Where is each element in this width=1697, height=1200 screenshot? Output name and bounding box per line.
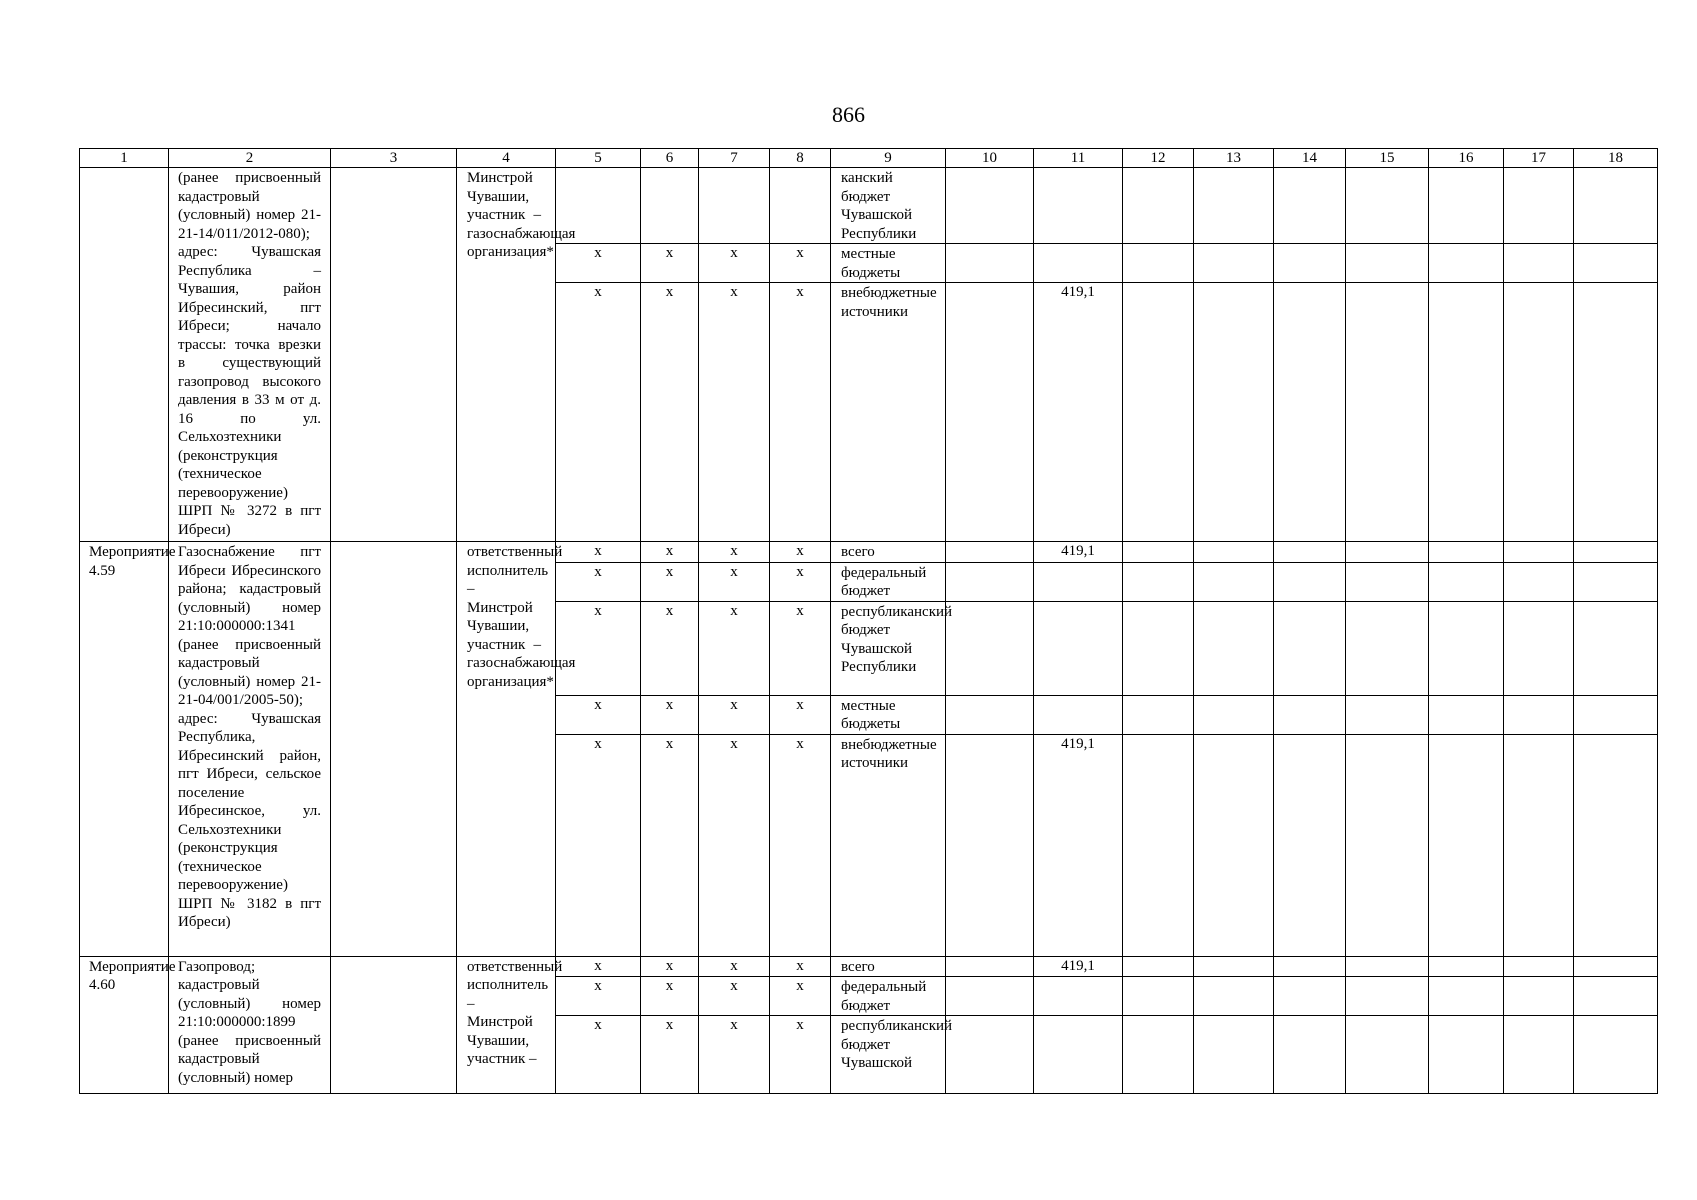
empty-cell	[1574, 601, 1658, 695]
funding-source-cell: республиканский бюджет Чувашской	[831, 1016, 946, 1094]
x-mark-cell: x	[770, 734, 831, 956]
x-mark-cell: x	[699, 1016, 770, 1094]
x-mark-cell: x	[699, 562, 770, 601]
header-row	[80, 149, 1658, 168]
empty-cell	[946, 562, 1034, 601]
empty-cell	[331, 168, 457, 542]
x-mark-cell: x	[641, 1016, 699, 1094]
x-mark-cell: x	[641, 283, 699, 542]
amount-cell: 419,1	[1034, 542, 1123, 563]
empty-cell	[1429, 695, 1504, 734]
empty-cell	[1574, 734, 1658, 956]
empty-cell	[770, 168, 831, 244]
empty-cell	[1274, 562, 1346, 601]
column-header: 7	[699, 149, 770, 168]
empty-cell	[1123, 1016, 1194, 1094]
empty-cell	[1429, 734, 1504, 956]
empty-cell	[1574, 168, 1658, 244]
empty-cell	[1274, 734, 1346, 956]
table-body	[80, 168, 1658, 1094]
column-header: 16	[1429, 149, 1504, 168]
amount-cell	[1034, 168, 1123, 244]
empty-cell	[1429, 956, 1504, 977]
x-mark-cell: x	[699, 956, 770, 977]
empty-cell	[1194, 977, 1274, 1016]
funding-source-cell: федеральный бюджет	[831, 977, 946, 1016]
empty-cell	[946, 956, 1034, 977]
column-header: 15	[1346, 149, 1429, 168]
empty-cell	[1574, 542, 1658, 563]
x-mark-cell: x	[556, 601, 641, 695]
empty-cell	[1123, 956, 1194, 977]
column-header: 13	[1194, 149, 1274, 168]
amount-cell: 419,1	[1034, 283, 1123, 542]
empty-cell	[1574, 1016, 1658, 1094]
x-mark-cell: x	[641, 542, 699, 563]
description-cell: (ранее присвоенный кадастровый (условный) номер 21-21-14/011/2012-080); адрес: Чувашская Республика – Чувашия, район Ибресинский, пгт Ибреси; начало трассы: точка врезки в существующий газопровод высокого давления в 33 м от д. 16 по ул. Сельхозтехники (реконструкция (техническое перевооружение) ШРП № 3272 в пгт Ибреси)	[169, 168, 331, 542]
empty-cell	[1574, 244, 1658, 283]
empty-cell	[946, 244, 1034, 283]
x-mark-cell: x	[770, 562, 831, 601]
column-header: 6	[641, 149, 699, 168]
empty-cell	[1429, 562, 1504, 601]
column-header: 9	[831, 149, 946, 168]
empty-cell	[1346, 562, 1429, 601]
budget-table-container	[79, 148, 1657, 1094]
funding-source-cell: канский бюджет Чувашской Республики	[831, 168, 946, 244]
x-mark-cell: x	[556, 244, 641, 283]
empty-cell	[1429, 244, 1504, 283]
empty-cell	[1504, 562, 1574, 601]
executor-cell: Минстрой Чувашии, участник – газоснабжающая организация*	[457, 168, 556, 542]
empty-cell	[1429, 977, 1504, 1016]
empty-cell	[946, 542, 1034, 563]
x-mark-cell: x	[641, 734, 699, 956]
funding-source-cell: местные бюджеты	[831, 244, 946, 283]
empty-cell	[1194, 283, 1274, 542]
empty-cell	[1274, 283, 1346, 542]
empty-cell	[1504, 542, 1574, 563]
funding-source-cell: внебюджетные источники	[831, 283, 946, 542]
empty-cell	[1123, 977, 1194, 1016]
empty-cell	[1346, 734, 1429, 956]
x-mark-cell: x	[770, 956, 831, 977]
column-header: 1	[80, 149, 169, 168]
description-cell: Газоснабжение пгт Ибреси Ибресинского района; кадастровый (условный) номер 21:10:000000:1341 (ранее присвоенный кадастровый (условный) номер 21-21-04/001/2005-50); адрес: Чувашская Республика, Ибресинский район, пгт Ибреси, сельское поселение Ибресинское, ул. Сельхозтехники (реконструкция (техническое перевооружение) ШРП № 3182 в пгт Ибреси)	[169, 542, 331, 957]
measure-cell: Мероприятие 4.60	[80, 956, 169, 1094]
empty-cell	[1429, 1016, 1504, 1094]
amount-cell	[1034, 562, 1123, 601]
x-mark-cell: x	[556, 695, 641, 734]
empty-cell	[1346, 601, 1429, 695]
amount-cell	[1034, 244, 1123, 283]
funding-source-cell: местные бюджеты	[831, 695, 946, 734]
x-mark-cell: x	[699, 977, 770, 1016]
column-header: 14	[1274, 149, 1346, 168]
empty-cell	[946, 168, 1034, 244]
x-mark-cell: x	[699, 734, 770, 956]
empty-cell	[1194, 695, 1274, 734]
x-mark-cell: x	[770, 244, 831, 283]
table-row	[80, 168, 1658, 244]
x-mark-cell: x	[770, 601, 831, 695]
x-mark-cell: x	[770, 283, 831, 542]
funding-source-cell: всего	[831, 956, 946, 977]
empty-cell	[641, 168, 699, 244]
funding-source-cell: внебюджетные источники	[831, 734, 946, 956]
empty-cell	[331, 542, 457, 957]
empty-cell	[1346, 542, 1429, 563]
empty-cell	[1574, 977, 1658, 1016]
empty-cell	[1574, 283, 1658, 542]
empty-cell	[946, 734, 1034, 956]
empty-cell	[1194, 562, 1274, 601]
x-mark-cell: x	[641, 956, 699, 977]
x-mark-cell: x	[699, 283, 770, 542]
empty-cell	[1274, 956, 1346, 977]
budget-table	[79, 148, 1658, 1094]
empty-cell	[1123, 168, 1194, 244]
empty-cell	[1504, 1016, 1574, 1094]
x-mark-cell: x	[699, 542, 770, 563]
empty-cell	[1194, 168, 1274, 244]
empty-cell	[1123, 244, 1194, 283]
funding-source-cell: федеральный бюджет	[831, 562, 946, 601]
empty-cell	[1346, 977, 1429, 1016]
empty-cell	[1123, 734, 1194, 956]
empty-cell	[1274, 168, 1346, 244]
x-mark-cell: x	[770, 977, 831, 1016]
empty-cell	[1429, 542, 1504, 563]
x-mark-cell: x	[556, 1016, 641, 1094]
amount-cell	[1034, 601, 1123, 695]
page-number: 866	[832, 102, 865, 127]
empty-cell	[1194, 734, 1274, 956]
x-mark-cell: x	[770, 695, 831, 734]
empty-cell	[1274, 244, 1346, 283]
amount-cell: 419,1	[1034, 956, 1123, 977]
empty-cell	[1123, 695, 1194, 734]
empty-cell	[1346, 168, 1429, 244]
table-row	[80, 956, 1658, 977]
x-mark-cell: x	[641, 562, 699, 601]
funding-source-cell: всего	[831, 542, 946, 563]
column-header: 3	[331, 149, 457, 168]
empty-cell	[946, 601, 1034, 695]
amount-cell: 419,1	[1034, 734, 1123, 956]
empty-cell	[946, 283, 1034, 542]
column-header: 8	[770, 149, 831, 168]
column-header: 2	[169, 149, 331, 168]
x-mark-cell: x	[556, 542, 641, 563]
x-mark-cell: x	[556, 283, 641, 542]
x-mark-cell: x	[770, 542, 831, 563]
measure-cell	[80, 168, 169, 542]
empty-cell	[1123, 562, 1194, 601]
amount-cell	[1034, 1016, 1123, 1094]
empty-cell	[1194, 1016, 1274, 1094]
empty-cell	[1504, 977, 1574, 1016]
x-mark-cell: x	[699, 695, 770, 734]
executor-cell: ответственный исполнитель – Минстрой Чувашии, участник – газоснабжающая организация*	[457, 542, 556, 957]
empty-cell	[331, 956, 457, 1094]
column-header: 5	[556, 149, 641, 168]
empty-cell	[1274, 542, 1346, 563]
column-header: 4	[457, 149, 556, 168]
x-mark-cell: x	[699, 244, 770, 283]
x-mark-cell: x	[699, 601, 770, 695]
column-header: 17	[1504, 149, 1574, 168]
empty-cell	[1574, 562, 1658, 601]
empty-cell	[1346, 956, 1429, 977]
x-mark-cell: x	[556, 977, 641, 1016]
column-header: 10	[946, 149, 1034, 168]
empty-cell	[1194, 956, 1274, 977]
empty-cell	[1346, 283, 1429, 542]
empty-cell	[1274, 1016, 1346, 1094]
measure-cell: Мероприятие 4.59	[80, 542, 169, 957]
empty-cell	[946, 977, 1034, 1016]
column-header: 11	[1034, 149, 1123, 168]
empty-cell	[946, 695, 1034, 734]
empty-cell	[946, 1016, 1034, 1094]
funding-source-cell: республиканский бюджет Чувашской Республики	[831, 601, 946, 695]
empty-cell	[1504, 283, 1574, 542]
empty-cell	[1504, 244, 1574, 283]
x-mark-cell: x	[641, 244, 699, 283]
empty-cell	[1429, 601, 1504, 695]
empty-cell	[1429, 283, 1504, 542]
empty-cell	[1346, 244, 1429, 283]
empty-cell	[1429, 168, 1504, 244]
amount-cell	[1034, 695, 1123, 734]
empty-cell	[1346, 1016, 1429, 1094]
x-mark-cell: x	[641, 977, 699, 1016]
x-mark-cell: x	[556, 734, 641, 956]
empty-cell	[1504, 734, 1574, 956]
x-mark-cell: x	[641, 601, 699, 695]
table-row	[80, 542, 1658, 563]
empty-cell	[1504, 695, 1574, 734]
empty-cell	[1194, 542, 1274, 563]
x-mark-cell: x	[556, 562, 641, 601]
empty-cell	[1123, 283, 1194, 542]
empty-cell	[1574, 956, 1658, 977]
x-mark-cell: x	[641, 695, 699, 734]
empty-cell	[1194, 244, 1274, 283]
executor-cell: ответственный исполнитель – Минстрой Чувашии, участник –	[457, 956, 556, 1094]
empty-cell	[1504, 601, 1574, 695]
x-mark-cell: x	[770, 1016, 831, 1094]
empty-cell	[1504, 956, 1574, 977]
empty-cell	[1274, 601, 1346, 695]
empty-cell	[1194, 601, 1274, 695]
x-mark-cell: x	[556, 956, 641, 977]
column-header: 12	[1123, 149, 1194, 168]
empty-cell	[699, 168, 770, 244]
empty-cell	[1274, 977, 1346, 1016]
amount-cell	[1034, 977, 1123, 1016]
empty-cell	[1504, 168, 1574, 244]
column-header: 18	[1574, 149, 1658, 168]
empty-cell	[1274, 695, 1346, 734]
empty-cell	[1123, 601, 1194, 695]
description-cell: Газопровод; кадастровый (условный) номер 21:10:000000:1899 (ранее присвоенный кадастровый (условный) номер	[169, 956, 331, 1094]
empty-cell	[1123, 542, 1194, 563]
empty-cell	[1346, 695, 1429, 734]
empty-cell	[1574, 695, 1658, 734]
